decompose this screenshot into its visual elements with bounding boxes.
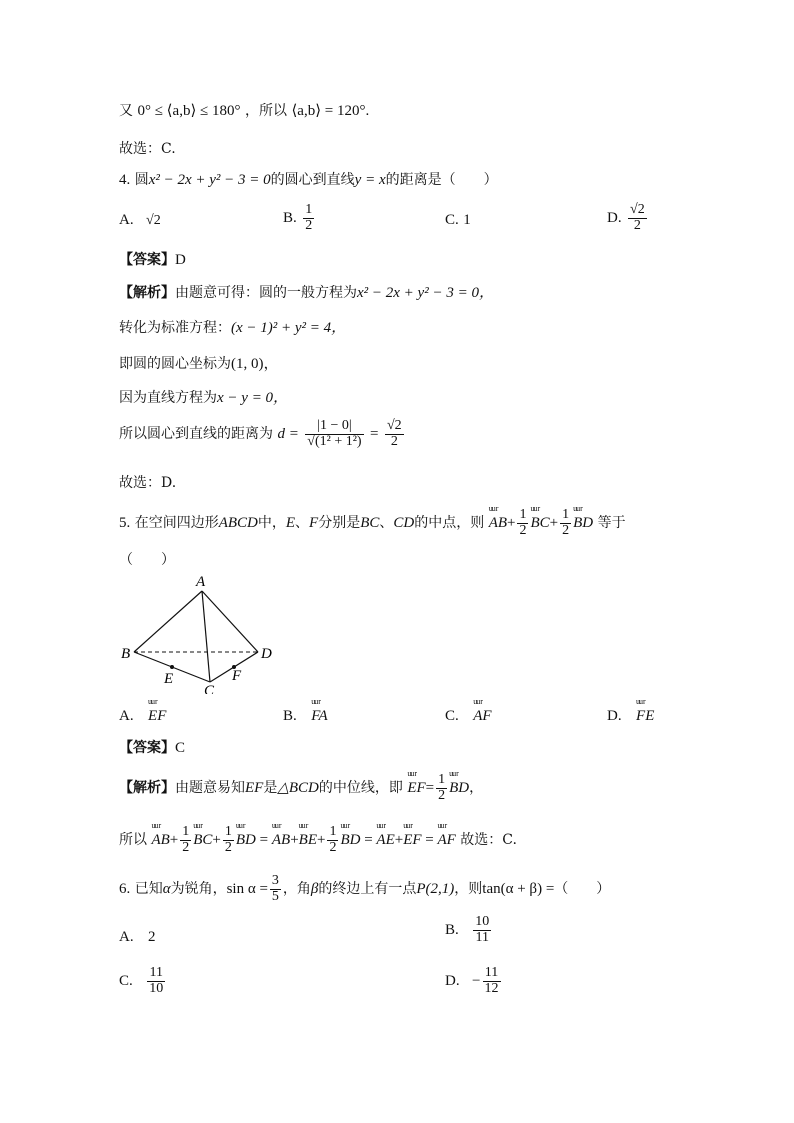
q5-vec-ab: uu r AB <box>489 515 507 532</box>
q4-a4-text: 因为直线方程为 <box>119 390 217 406</box>
q5-vec-bd-2: uu r BD <box>449 780 469 797</box>
q4-option-c[interactable] <box>445 212 471 229</box>
q5-paren-text: （ ） <box>119 552 175 568</box>
edge-ac <box>202 591 210 682</box>
edge-ab <box>134 591 202 652</box>
q4-option-a-label: A. <box>119 212 134 228</box>
q5-paren <box>119 549 175 569</box>
q6-option-a-value: 2 <box>148 929 156 945</box>
q5-a1-post: 的中位线，即 <box>318 780 403 797</box>
q6-option-b-den: 11 <box>475 929 489 945</box>
q6-option-c[interactable] <box>119 966 167 996</box>
q6-beta: β <box>310 881 319 898</box>
prev-choice-text: 故选：C. <box>119 141 176 157</box>
q4-analysis-5: 所以圆心到直线的距离为 d = $\frac{|1 - 0|}{\text{√(1² + 1²)}}$ = $\frac{√2}{2}$ <box>119 418 402 449</box>
q6-option-d-label: D. <box>445 973 460 990</box>
label-c: C <box>204 683 215 694</box>
q6-option-b-label: B. <box>445 922 459 939</box>
q5-stem-a: 在空间四边形 <box>134 515 219 532</box>
label-a: A <box>196 574 206 590</box>
q5-option-a[interactable] <box>119 708 166 725</box>
q5-analysis-label: 【解析】 <box>119 780 175 797</box>
q6-option-c-label: C. <box>119 973 133 990</box>
edge-ad <box>202 591 258 652</box>
q5-option-d-label: D. <box>607 708 622 724</box>
q6-stem-e: ，则 <box>454 881 483 898</box>
q4-a4-eq: x − y = 0， <box>217 390 289 406</box>
q5-option-d[interactable] <box>607 708 654 725</box>
q5-stem-e: 等于 <box>597 515 626 532</box>
q4-analysis-label: 【解析】 <box>119 285 175 301</box>
q6-tan: tan(α + β) = <box>482 881 555 898</box>
q6-option-b[interactable] <box>445 915 493 945</box>
q4-option-b[interactable] <box>283 203 316 233</box>
prev-text-prefix: 又 <box>119 103 133 119</box>
q6-option-c-den: 10 <box>149 980 164 996</box>
q4-analysis-3 <box>119 352 279 373</box>
q5-analysis-2: 所以 uu r AB+ $\frac{1}{2}$ uu r BC+ $\frac{1}{2}$ uu r BD = uu r AB+uu r BE+ $\frac{1}{2}$ uu r BD = uu r AE+uu r EF = uu r AF 故选：C. <box>119 825 517 855</box>
angle-result: ⟨a,b⟩ = 120°. <box>291 103 370 119</box>
q4-circle-equation: x² − 2x + y² − 3 = 0 <box>148 172 271 188</box>
q4-answer-value: D <box>175 252 186 268</box>
q5-sep-2: 、 <box>379 515 394 532</box>
q4-analysis-4 <box>119 386 288 407</box>
angle-range: 0° ≤ ⟨a,b⟩ ≤ 180° <box>137 103 241 119</box>
q4-a1-eq: x² − 2x + y² − 3 = 0， <box>357 285 494 301</box>
q5-option-b-label: B. <box>283 708 297 724</box>
q4-result-num: √2 <box>386 418 402 433</box>
q6-option-d[interactable] <box>445 966 503 996</box>
prev-text-mid: ，所以 <box>244 103 287 119</box>
q5-answer-value: C <box>175 740 186 756</box>
q4-answer-label: 【答案】 <box>119 252 175 268</box>
q4-a6-text: 故选：D. <box>119 475 177 491</box>
q5-stem: 5. 在空间四边形ABCD中，E、F分别是BC、CD的中点，则 uu r AB+ $\frac{1}{2}$ uu r BC+ $\frac{1}{2}$ uu r BD 等于 <box>119 508 626 538</box>
q4-analysis-6 <box>119 472 176 492</box>
q5-stem-b: 中， <box>257 515 286 532</box>
q4-analysis-1 <box>119 281 494 302</box>
q6-option-a[interactable] <box>119 929 156 946</box>
q5-f: F <box>309 515 319 532</box>
q6-option-a-label: A. <box>119 929 134 945</box>
q4-distance-fraction <box>305 419 363 449</box>
q4-a3-eq: (1, 0)， <box>231 356 279 372</box>
q6-option-b-num: 10 <box>475 914 490 929</box>
q6-option-d-num: 11 <box>483 966 501 982</box>
q5-answer <box>119 737 185 757</box>
q5-option-a-value: uu r EF <box>148 708 166 725</box>
q6-sin-den: 5 <box>271 888 279 904</box>
q5-stem-c: 分别是 <box>318 515 361 532</box>
q6-stem-b: 为锐角， <box>170 881 227 898</box>
q4-a1-text: 由题意可得：圆的一般方程为 <box>175 285 357 301</box>
q5-vec-bc: uu r BC <box>530 515 549 532</box>
q4-line-equation: y = x <box>354 172 386 188</box>
q4-option-c-value: 1 <box>463 212 471 228</box>
label-d: D <box>261 646 272 662</box>
q6-stem-c: ，角 <box>282 881 311 898</box>
q5-option-b-value: uu r FA <box>311 708 327 725</box>
q6-option-d-sign: − <box>472 973 481 990</box>
q5-option-c-value: uu r AF <box>473 708 491 725</box>
tetrahedron-figure <box>118 574 298 694</box>
label-e: E <box>164 671 174 687</box>
q5-vec-ef: uu r EF <box>407 780 425 797</box>
q5-bc: BC <box>360 515 380 532</box>
q4-stem-post: 的距离是（ ） <box>385 172 498 188</box>
q5-a2-pre: 所以 <box>119 832 147 849</box>
q4-a5-text: 所以圆心到直线的距离为 <box>119 426 273 443</box>
q5-option-b[interactable] <box>283 708 328 725</box>
q4-a2-eq: (x − 1)² + y² = 4， <box>231 320 347 336</box>
prev-conclusion-line <box>119 100 369 120</box>
q4-option-d-value: $\frac{√2}{2}$ <box>630 202 645 233</box>
q5-sep-1: 、 <box>295 515 310 532</box>
q4-distance-result <box>385 419 404 449</box>
label-b: B <box>121 646 131 662</box>
prev-choice-line <box>119 138 176 158</box>
q5-option-d-value: uu r FE <box>636 708 654 725</box>
q5-quad: ABCD <box>218 515 258 532</box>
q4-option-b-label: B. <box>283 210 297 227</box>
q6-number: 6. <box>119 881 131 898</box>
q5-option-a-label: A. <box>119 708 134 724</box>
q6-paren: （ ） <box>554 881 611 898</box>
q4-result-den: 2 <box>390 433 398 449</box>
q4-stem-mid: 的圆心到直线 <box>270 172 355 188</box>
q4-option-b-value: $\frac{1}{2}$ <box>305 202 313 233</box>
q6-option-c-num: 11 <box>147 966 165 982</box>
point-e <box>170 665 174 669</box>
q5-analysis-1: 【解析】由题意易知EF是△BCD的中位线，即 uu r EF= $\frac{1}{2}$ uu r BD， <box>119 773 483 803</box>
q5-a1-text: 由题意易知 <box>175 780 245 797</box>
q5-a1-ef: EF <box>245 780 264 797</box>
q5-stem-d: 的中点，则 <box>414 515 485 532</box>
label-f: F <box>232 668 242 684</box>
q4-stem-pre: 圆 <box>134 172 149 188</box>
q6-option-d-den: 12 <box>484 980 499 996</box>
q6-stem-a: 已知 <box>134 881 163 898</box>
q4-option-a-text: √2 <box>146 213 161 228</box>
q4-option-d[interactable] <box>607 203 649 233</box>
q4-option-a-value <box>146 213 161 228</box>
q4-distance-num: |1 − 0| <box>305 419 363 435</box>
q6-point: P(2,1) <box>416 881 455 898</box>
q4-a5-lhs: d = <box>277 426 299 443</box>
q6-stem <box>119 874 610 904</box>
q6-sin-num: 3 <box>271 873 279 888</box>
q4-option-d-label: D. <box>607 210 622 227</box>
q5-cd: CD <box>393 515 415 532</box>
q4-a2-text: 转化为标准方程： <box>119 320 231 336</box>
q6-alpha: α <box>162 881 171 898</box>
q4-a3-text: 即圆的圆心坐标为 <box>119 356 231 372</box>
q5-a1-tri: △BCD <box>277 780 319 797</box>
q4-stem <box>119 169 498 189</box>
q5-a2-post: 故选：C. <box>460 832 517 849</box>
q5-answer-label: 【答案】 <box>119 740 175 756</box>
q6-stem-d: 的终边上有一点 <box>318 881 417 898</box>
q5-vec-bd: uu r BD <box>573 515 593 532</box>
q5-a1-mid: 是 <box>263 780 278 797</box>
q4-answer <box>119 249 186 269</box>
q5-option-c[interactable] <box>445 708 492 725</box>
q5-e: E <box>285 515 296 532</box>
q6-sin-lhs: sin α = <box>226 881 268 898</box>
q4-option-a[interactable] <box>119 212 161 229</box>
q4-analysis-2 <box>119 316 346 337</box>
q4-distance-den: √(1² + 1²) <box>307 433 362 449</box>
q4-number: 4. <box>119 172 131 188</box>
q4-option-c-label: C. <box>445 212 459 228</box>
q5-number: 5. <box>119 515 131 532</box>
q5-option-c-label: C. <box>445 708 459 724</box>
